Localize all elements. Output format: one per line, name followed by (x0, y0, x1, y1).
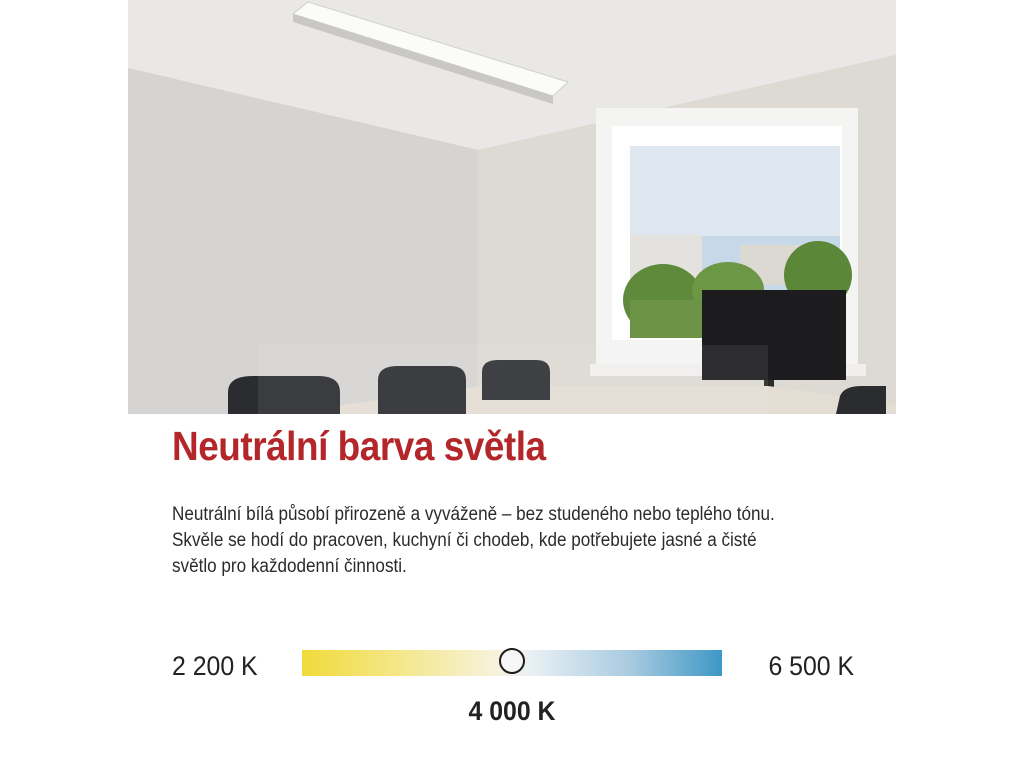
description-line-2: Skvěle se hodí do pracoven, kuchyní či chodeb, kde potřebujete jasné a čisté (172, 530, 757, 551)
description-text (172, 502, 820, 580)
scale-max-label: 6 500 K (768, 651, 854, 681)
selected-temperature-label: 4 000 K (468, 696, 556, 726)
description-line-3: světlo pro každodenní činnosti. (172, 556, 407, 577)
color-temperature-indicator (499, 648, 525, 674)
page-title: Neutrální barva světla (172, 423, 546, 469)
office-room-photo (128, 0, 896, 414)
scale-min-label: 2 200 K (172, 651, 258, 681)
description-line-1: Neutrální bílá působí přirozeně a vyváženě – bez studeného nebo teplého tónu. (172, 504, 775, 525)
